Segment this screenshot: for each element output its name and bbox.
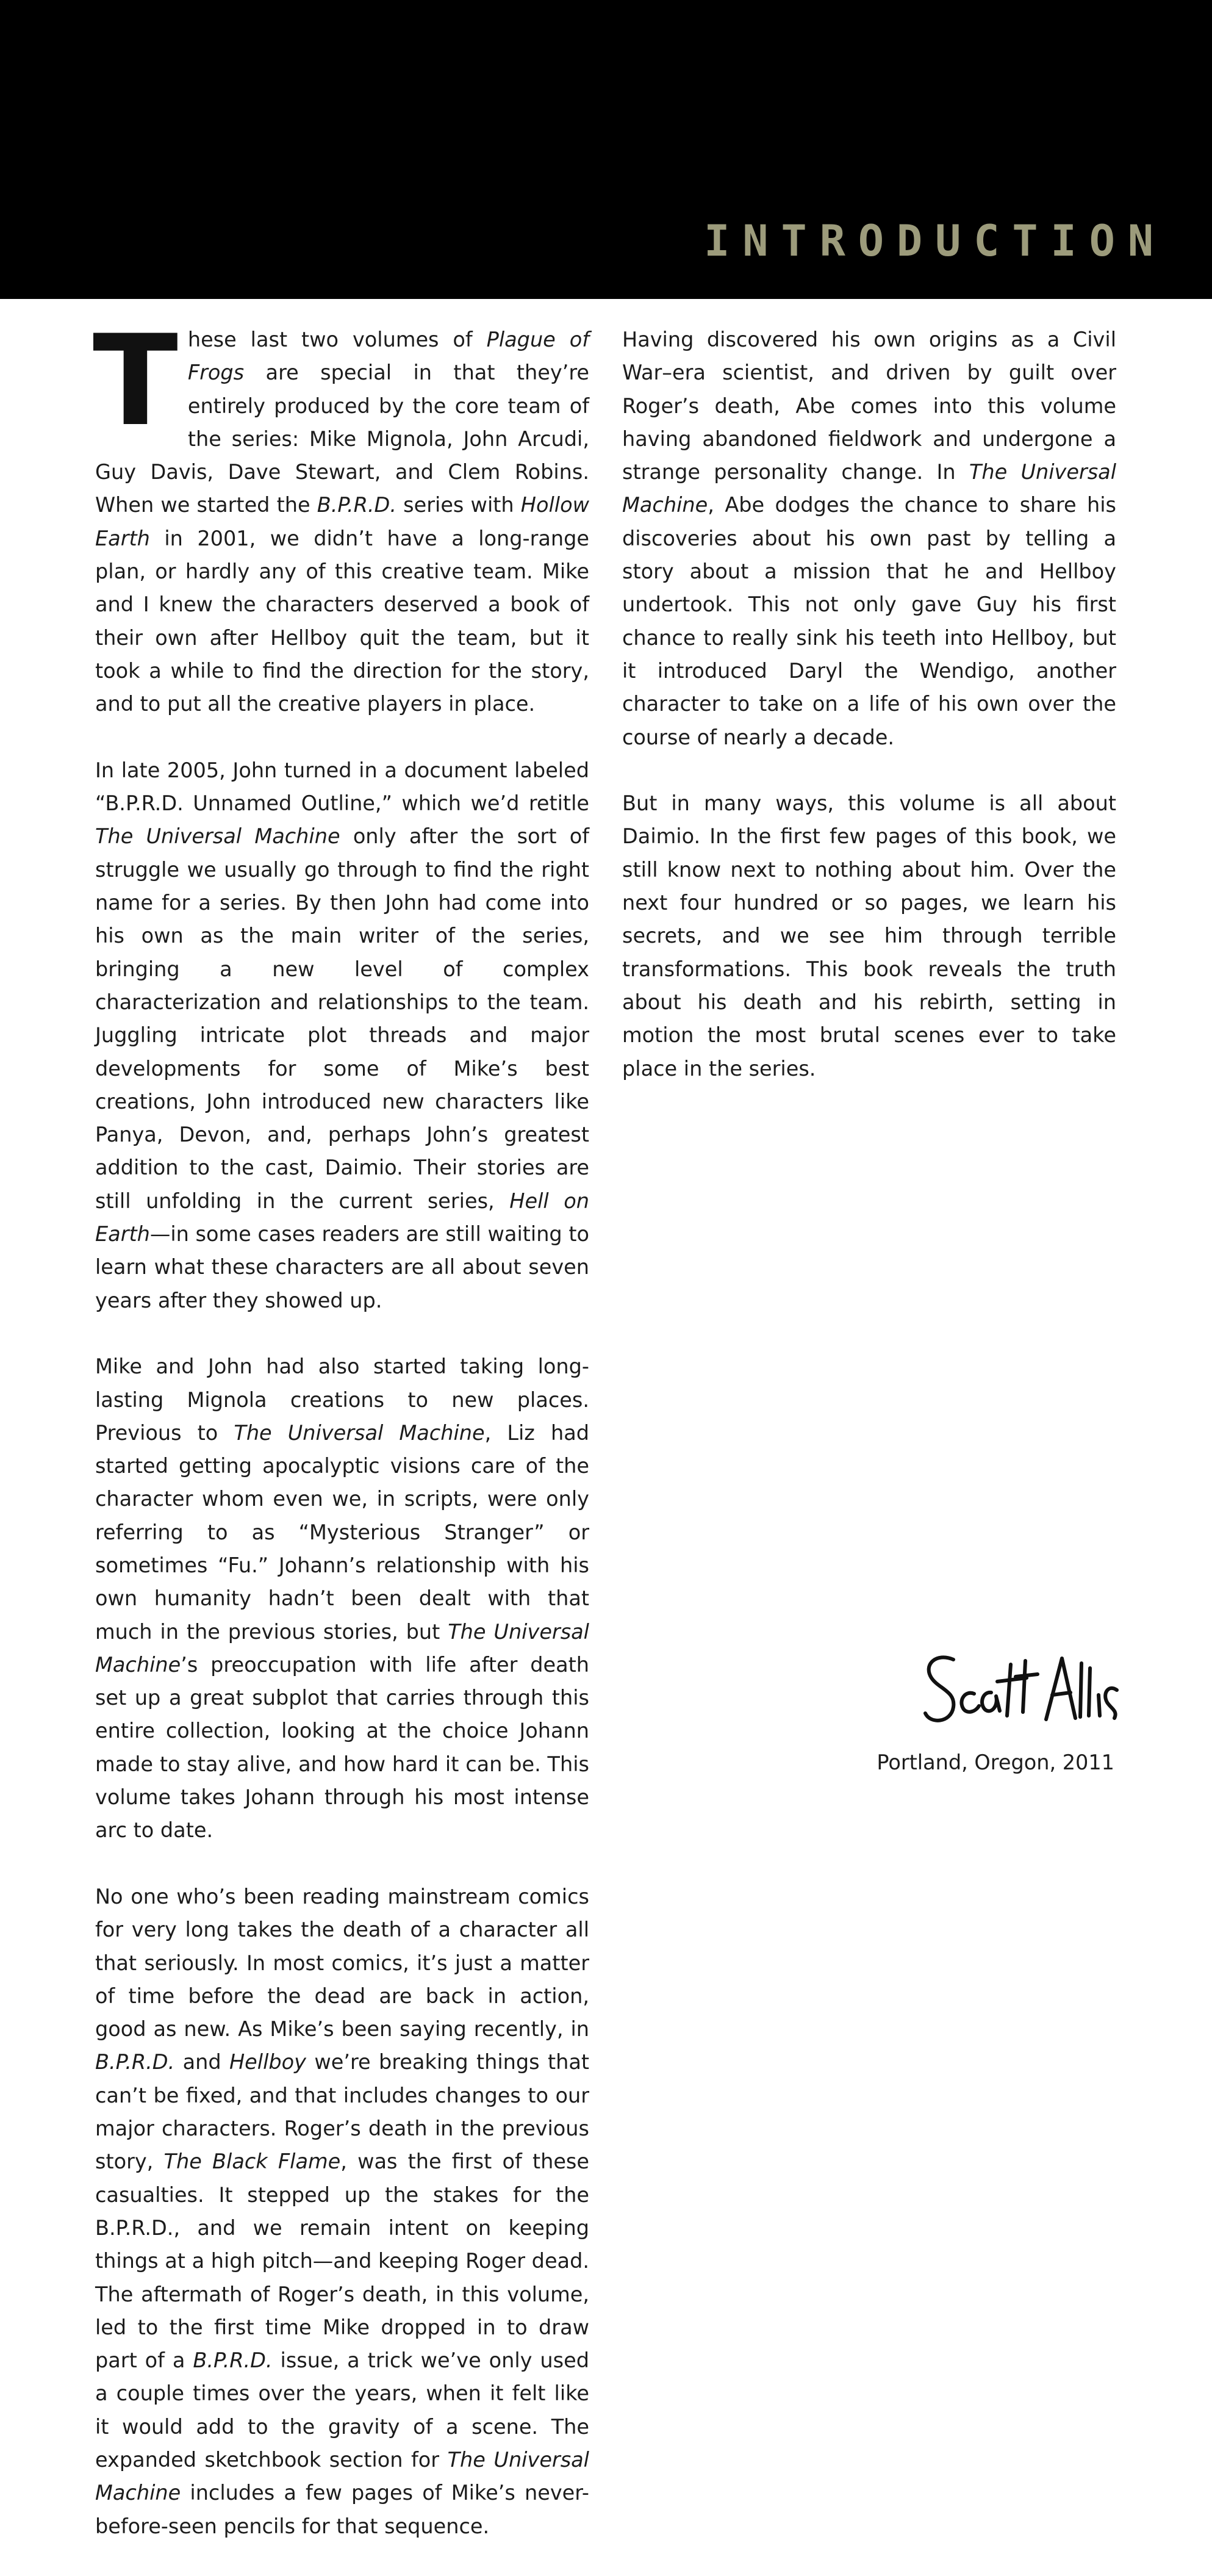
italic-title: B.P.R.D. xyxy=(317,493,397,517)
page-title: INTRODUCTION xyxy=(704,216,1166,266)
text-run: , Abe dodges the chance to share his discoveries about his own past by telling a story about a mission that he and Hellboy undertook. This not only gave Guy his first chance to really sink his teeth into Hellboy, but it introduced Daryl the Wendigo, another character to take on a life of his own over the course of nearly a decade. xyxy=(622,493,1116,749)
italic-title: The Black Flame xyxy=(163,2150,341,2174)
drop-cap: T xyxy=(93,309,178,454)
italic-title: The Universal Machine xyxy=(95,2448,589,2505)
paragraph-1 xyxy=(93,309,589,721)
text-run: in 2001, we didn’t have a long-range plan, or hardly any of this creative team. Mike and I knew the characters deserved a book of their own after Hellboy quit the team, but it took a while to find the direction for the story, and to put all the creative players in place. xyxy=(95,526,589,716)
paragraph-6 xyxy=(622,787,1116,1085)
italic-title: B.P.R.D. xyxy=(95,2050,175,2074)
italic-title: Plague of Frogs xyxy=(187,328,589,385)
text-run: issue, a trick we’ve only used a couple times over the years, when it felt like it would add to the gravity of a scene. The expanded sketchbook section for xyxy=(95,2348,589,2472)
italic-title: B.P.R.D. xyxy=(193,2348,273,2373)
paragraph-3 xyxy=(95,1350,589,1847)
text-run: , was the first of these casualties. It stepped up the stakes for the B.P.R.D., and we remain intent on keeping things at a high pitch—and keeping Roger dead. The aftermath of Roger’s death, in this volume, led to the first time Mike dropped in to draw part of a xyxy=(95,2150,590,2373)
text-run: But in many ways, this volume is all about Daimio. In the first few pages of this book, we still know next to nothing about him. Over the next four hundred or so pages, we learn his secrets, and we see him through terrible transformations. This book reveals the truth about his death and his rebirth, setting in motion the most brutal scenes ever to take place in the series. xyxy=(622,791,1116,1081)
text-run: ’s preoccupation with life after death set up a great subplot that carries through this entire collection, looking at the choice Johann made to stay alive, and how hard it can be. This volume takes Johann through his most intense arc to date. xyxy=(95,1652,589,1843)
text-run: In late 2005, John turned in a document labeled “B.P.R.D. Unnamed Outline,” which we’d retitle xyxy=(95,758,589,816)
place-date: Portland, Oregon, 2011 xyxy=(877,1750,1114,1774)
text-run: only after the sort of struggle we usually go through to find the right name for a series. By then John had come into his own as the main writer of the series, bringing a new level of complex characterization and relationships to the team. Juggling intricate plot threads and major developments for some of Mike’s best creations, John introduced new characters like Panya, Devon, and, perhaps John’s greatest addition to the cast, Daimio. Their stories are still unfolding in the current series, xyxy=(95,824,589,1213)
paragraph-2 xyxy=(95,754,589,1317)
italic-title: Hell on Earth xyxy=(95,1189,589,1247)
italic-title: Hollow Earth xyxy=(95,493,589,550)
header-band xyxy=(0,0,1212,299)
text-run: and xyxy=(174,2050,229,2074)
italic-title: Hellboy xyxy=(229,2050,306,2074)
italic-title: The Universal Machine xyxy=(622,460,1116,517)
text-run: are special in that they’re entirely produced by the core team of the series: Mike Mignola, John Arcudi, Guy Davis, Dave Stewart, and Clem Robins. When we started the xyxy=(95,361,589,517)
text-run: includes a few pages of Mike’s never-before-seen pencils for that sequence. xyxy=(95,2481,589,2538)
text-column-left xyxy=(93,309,590,2576)
text-run: series with xyxy=(396,493,521,517)
text-column-right xyxy=(622,323,1116,1118)
italic-title: The Universal Machine xyxy=(95,1619,589,1677)
italic-title: The Universal Machine xyxy=(234,1420,485,1445)
italic-title: The Universal Machine xyxy=(95,824,340,849)
text-run: we’re breaking things that can’t be fixed, and that includes changes to our major characters. Roger’s death in the previous story, xyxy=(95,2050,590,2174)
author-signature xyxy=(918,1647,1119,1733)
text-run: Having discovered his own origins as a Civil War–era scientist, and driven by guilt over Roger’s death, Abe comes into this volume having abandoned fieldwork and undergone a strange personality change. In xyxy=(622,328,1116,484)
text-run: hese last two volumes of xyxy=(187,328,487,351)
text-run: —in some cases readers are still waiting to learn what these characters are all about seven years after they showed up. xyxy=(95,1222,589,1312)
text-run: No one who’s been reading mainstream comics for very long takes the death of a character all that seriously. In most comics, it’s just a matter of time before the dead are back in action, good as new. As Mike’s been saying recently, in xyxy=(95,1884,589,2042)
text-run: , Liz had started getting apocalyptic visions care of the character whom even we, in scripts, were only referring to as “Mysterious Stranger” or sometimes “Fu.” Johann’s relationship with his own humanity hadn’t been dealt with that much in the previous stories, but xyxy=(95,1420,589,1644)
paragraph-5 xyxy=(622,323,1116,754)
paragraph-4 xyxy=(95,1880,589,2543)
text-run: Mike and John had also started taking long-lasting Mignola creations to new places. Previous to xyxy=(95,1355,589,1445)
